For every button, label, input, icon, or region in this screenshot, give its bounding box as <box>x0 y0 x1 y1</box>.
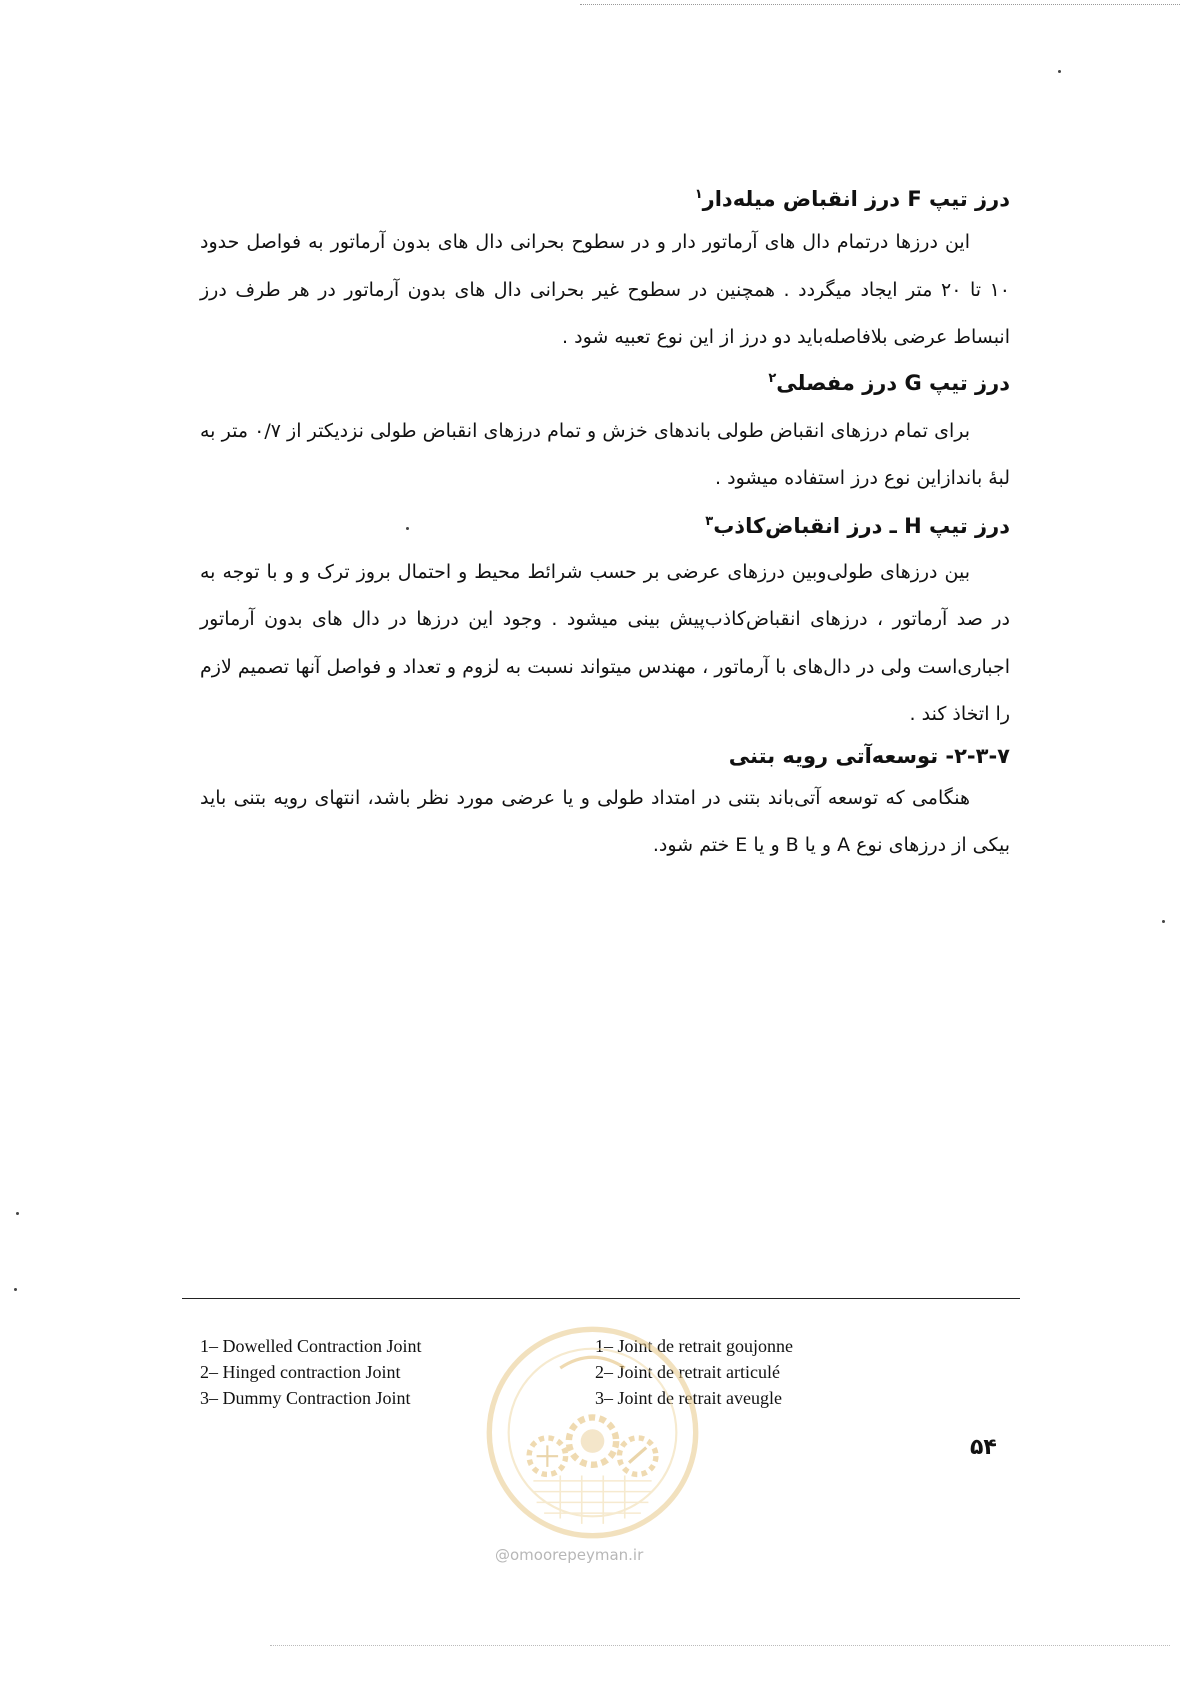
watermark-seal-icon <box>485 1325 700 1540</box>
footnote-ref: ۲ <box>768 370 777 386</box>
footnote-en-2: 2– Hinged contraction Joint <box>200 1362 401 1382</box>
section-paragraph-type-g: برای تمام درزهای انقباض طولی باندهای خزش و تمام درزهای انقباض طولی نزدیکتر از ۰/۷ متر به لبهٔ باندازاین نوع درز استفاده میشود . <box>200 419 1010 489</box>
footnote-ref: ۳ <box>705 513 714 529</box>
footnote-en-3: 3– Dummy Contraction Joint <box>200 1388 411 1408</box>
scan-speck <box>1058 70 1061 73</box>
footnote-fr-1: 1– Joint de retrait goujonne <box>595 1336 793 1356</box>
section-paragraph-type-h: بین درزهای طولی‌وبین درزهای عرضی بر حسب شرائط محیط و احتمال بروز ترک و و با توجه به در صد آرماتور ، درزهای انقباض‌کاذب‌پیش بینی میشود . وجود این درزها در دال های بدون آرماتور اجباری‌است ولی در دال‌های با آرماتور ، مهندس میتواند نسبت به لزوم و تعداد و فواصل آنها تصمیم لازم را اتخاذ کند . <box>200 560 1010 725</box>
scan-speck <box>406 527 409 530</box>
footnotes-english <box>200 1333 421 1411</box>
scan-speck <box>14 1288 17 1291</box>
scan-speck <box>16 1212 19 1215</box>
main-text <box>200 180 1010 870</box>
section-paragraph-future-expansion: هنگامی که توسعه آتی‌باند بتنی در امتداد طولی و یا عرضی مورد نظر باشد، انتهای رویه بتنی باید بیکی از درزهای نوع A و یا B و یا E ختم شود. <box>200 786 1010 856</box>
scan-edge-line <box>270 1645 1170 1646</box>
watermark-text: @omoorepeyman.ir <box>495 1546 644 1564</box>
scan-edge-line <box>580 4 1180 5</box>
footnote-ref: ۱ <box>694 187 703 202</box>
section-heading-type-f: درز تیپ F درز انقباض میله‌دار$^۱$ <box>694 187 1010 211</box>
page-number: ۵۴ <box>970 1435 997 1460</box>
scan-speck <box>1162 920 1165 923</box>
section-heading-future-expansion: ۲-۳-۷- توسعه‌آتی رویه بتنی <box>728 743 1010 768</box>
footnote-fr-3: 3– Joint de retrait aveugle <box>595 1388 782 1408</box>
footnote-en-1: 1– Dowelled Contraction Joint <box>200 1336 422 1356</box>
footnote-fr-2: 2– Joint de retrait articulé <box>595 1362 780 1382</box>
section-heading-type-h: درز تیپ H ـ درز انقباض‌کاذب$^۳$ <box>705 513 1010 538</box>
section-paragraph-type-f: این درزها درتمام دال های آرماتور دار و در سطوح بحرانی دال های بدون آرماتور به فواصل حدود ۱۰ تا ۲۰ متر ایجاد میگردد . همچنین در سطوح غیر بحرانی دال های بدون آرماتور در هر طرف درز انبساط عرضی بلافاصله‌باید دو درز از این نوع تعبیه شود . <box>200 231 1011 348</box>
section-heading-type-g: درز تیپ G درز مفصلی$^۲$ <box>768 370 1010 395</box>
footnote-divider <box>182 1298 1020 1299</box>
